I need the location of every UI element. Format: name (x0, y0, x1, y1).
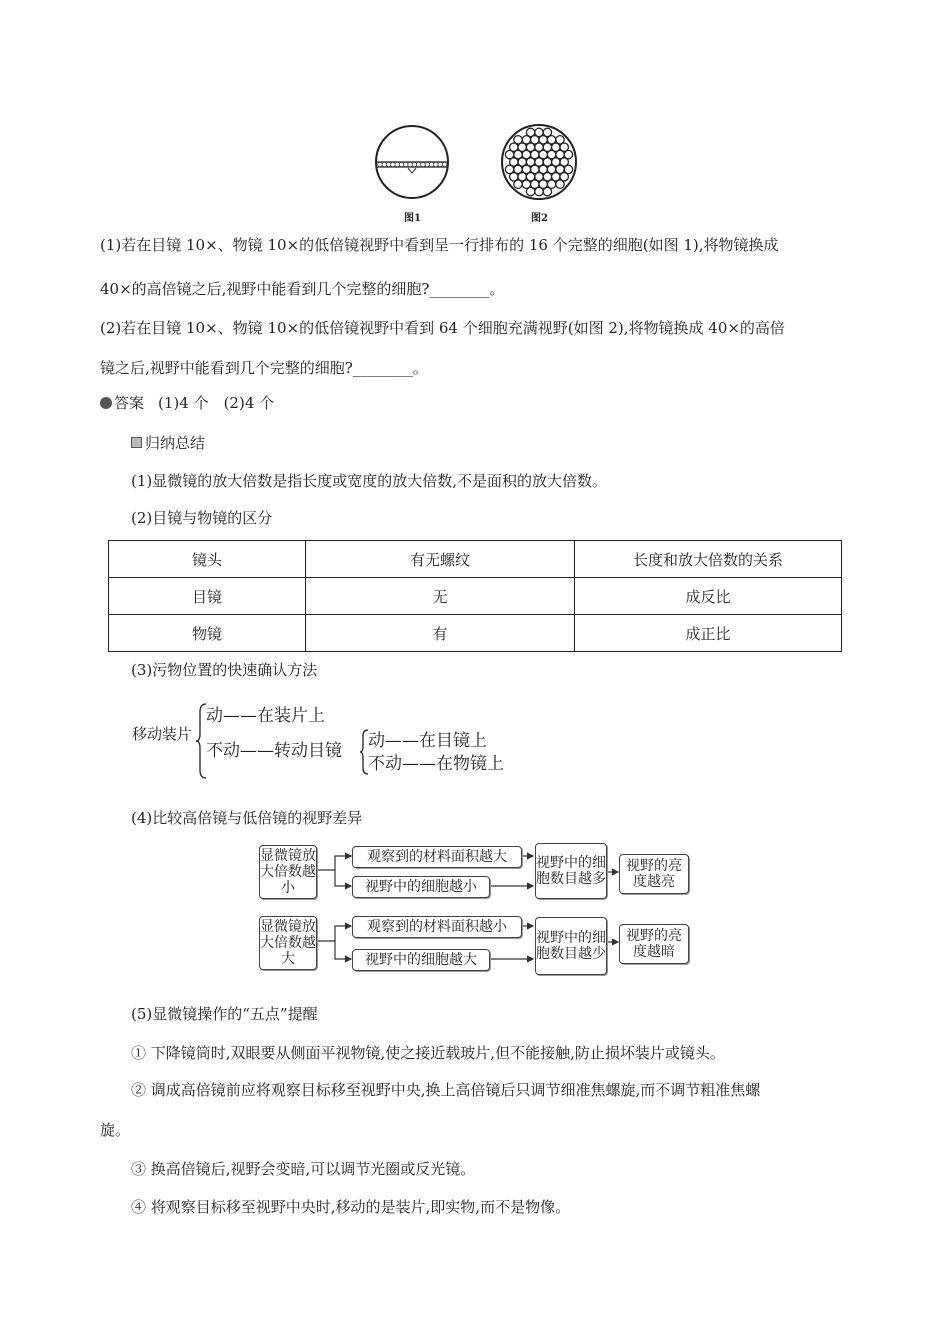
cell (404, 162, 408, 166)
flow-high-cell-count: 视野中的细胞数目越少 (535, 917, 607, 975)
question-2-line-2: 镜之后,视野中能看到几个完整的细胞?________。 (100, 359, 428, 377)
cell (417, 162, 421, 166)
cell (543, 187, 551, 195)
table-cell: 目镜 (109, 578, 306, 615)
flow-low-start: 显微镜放大倍数越小 (259, 845, 317, 899)
flow-high-area: 观察到的材料面积越小 (352, 916, 522, 938)
summary-title-text: 归纳总结 (145, 434, 206, 452)
flow-high-brightness: 视野的亮度越暗 (619, 924, 689, 964)
summary-point-1: (1)显微镜的放大倍数是指长度或宽度的放大倍数,不是面积的放大倍数。 (131, 472, 608, 490)
cell (429, 162, 433, 166)
answer-line (100, 392, 850, 414)
flow-low-brightness: 视野的亮度越亮 (619, 854, 689, 894)
cell (514, 180, 522, 188)
table-cell: 有 (306, 615, 575, 652)
cell (382, 162, 386, 166)
flow-high-start: 显微镜放大倍数越大 (259, 916, 317, 970)
table-row (109, 578, 842, 615)
cell (442, 162, 446, 166)
answer-pacman-icon (100, 397, 112, 409)
table-cell: 物镜 (109, 615, 306, 652)
brace-branch-move: 动——在装片上 (206, 706, 325, 726)
cell (556, 180, 564, 188)
table-cell: 无 (306, 578, 575, 615)
answer-text: (1)4 个 (2)4 个 (158, 394, 275, 412)
summary-point-3: (3)污物位置的快速确认方法 (131, 661, 318, 679)
cell (391, 162, 395, 166)
cell (399, 162, 403, 166)
lens-comparison-table (108, 540, 842, 652)
question-1-line-2: 40×的高倍镜之后,视野中能看到几个完整的细胞?________。 (100, 280, 505, 298)
table-header-row (109, 541, 842, 578)
tip-3: ③ 换高倍镜后,视野会变暗,可以调节光圈或反光镜。 (131, 1160, 476, 1178)
table-cell: 成反比 (575, 578, 842, 615)
cell (434, 162, 438, 166)
flow-low-cell-size: 视野中的细胞越小 (352, 876, 490, 898)
summary-point-4: (4)比较高倍镜与低倍镜的视野差异 (131, 809, 363, 827)
brace-branch-still: 不动——转动目镜 (206, 741, 342, 761)
brace-sub-move: 动——在目镜上 (368, 731, 487, 751)
tip-1: ① 下降镜筒时,双眼要从侧面平视物镜,使之接近载玻片,但不能接触,防止损坏装片或镜头。 (131, 1044, 725, 1062)
figure-1-caption: 图1 (404, 213, 421, 224)
tip-4: ④ 将观察目标移至视野中央时,移动的是装片,即实物,而不是物像。 (131, 1198, 571, 1216)
cell (526, 187, 534, 195)
tip-2-line-1: ② 调成高倍镜前应将观察目标移至视野中央,换上高倍镜后只调节细准焦螺旋,而不调节粗准焦螺 (131, 1081, 761, 1099)
cell (438, 162, 442, 166)
tip-2-line-2: 旋。 (100, 1121, 131, 1139)
summary-point-2: (2)目镜与物镜的区分 (131, 509, 273, 527)
cell (378, 162, 382, 166)
table-header-cell: 长度和放大倍数的关系 (575, 541, 842, 578)
answer-label: 答案 (114, 394, 145, 412)
cell (535, 187, 543, 195)
brace-sub-still: 不动——在物镜上 (368, 754, 504, 774)
table-cell: 成正比 (575, 615, 842, 652)
question-1-line-1: (1)若在目镜 10×、物镜 10×的低倍镜视野中看到呈一行排布的 16 个完整的细胞(如图 1),将物镜换成 (100, 236, 779, 254)
summary-title (131, 432, 881, 454)
flow-high-cell-size: 视野中的细胞越大 (352, 949, 490, 971)
flow-low-cell-count: 视野中的细胞数目越多 (535, 843, 607, 899)
table-header-cell: 镜头 (109, 541, 306, 578)
cell (412, 162, 416, 166)
summary-point-5: (5)显微镜操作的“五点”提醒 (131, 1005, 318, 1023)
table-row (109, 615, 842, 652)
summary-square-icon (131, 437, 142, 448)
brace-root-label: 移动装片 (132, 725, 193, 743)
question-2-line-1: (2)若在目镜 10×、物镜 10×的低倍镜视野中看到 64 个细胞充满视野(如图 2),将物镜换成 40×的高倍 (100, 319, 785, 337)
figure-1-field-of-view (372, 124, 454, 202)
flow-low-area: 观察到的材料面积越大 (352, 846, 522, 868)
cell (408, 162, 412, 166)
cell (421, 162, 425, 166)
table-header-cell: 有无螺纹 (306, 541, 575, 578)
figure-2-caption: 图2 (531, 213, 548, 224)
cell (425, 162, 429, 166)
cell (386, 162, 390, 166)
cell (395, 162, 399, 166)
figure-2-field-of-view (499, 122, 581, 202)
